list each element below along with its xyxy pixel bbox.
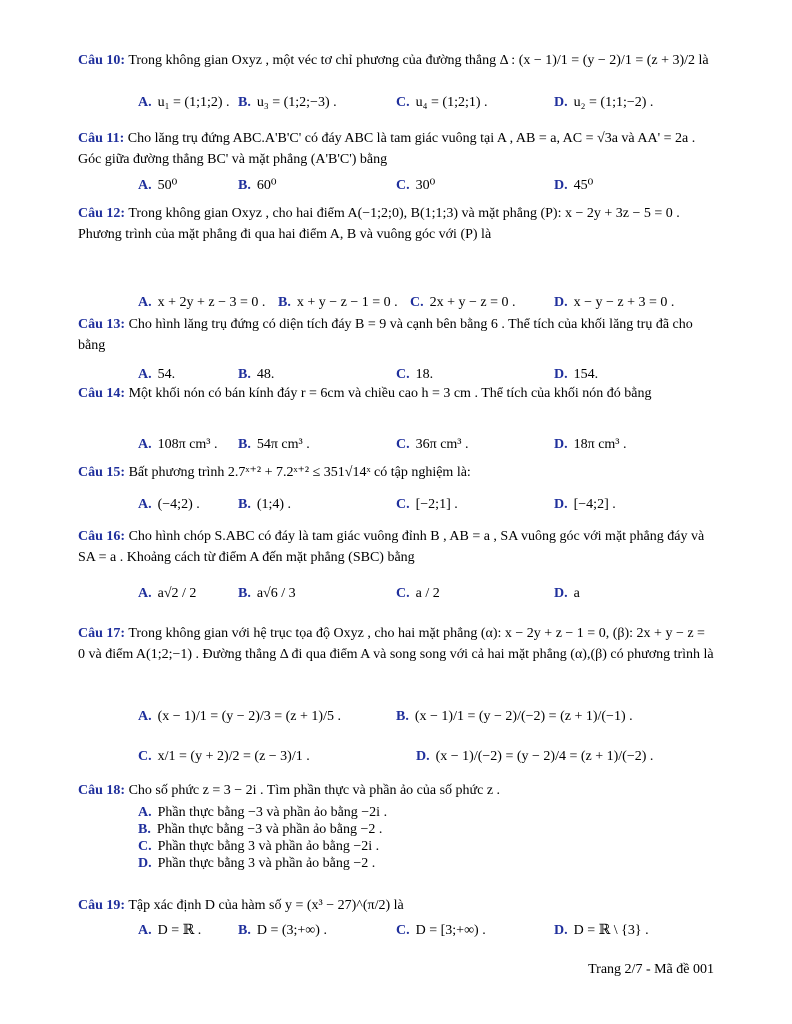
question-text: Một khối nón có bán kính đáy r = 6cm và chiều cao h = 3 cm . Thể tích của khối nón đó bằng bbox=[128, 386, 652, 401]
question-11 bbox=[78, 128, 714, 170]
question-13 bbox=[78, 314, 714, 356]
option-label: D. bbox=[138, 856, 152, 871]
option-a: 50⁰ bbox=[157, 178, 178, 193]
question-14 bbox=[78, 383, 714, 404]
option-label: B. bbox=[238, 923, 251, 938]
option-label: A. bbox=[138, 586, 152, 601]
option-a: (−4;2) . bbox=[157, 497, 200, 512]
option-a bbox=[138, 804, 387, 821]
question-18 bbox=[78, 780, 714, 801]
option-d: 154. bbox=[573, 367, 599, 382]
option-c: 18. bbox=[415, 367, 434, 382]
question-text: Cho lăng trụ đứng ABC.A'B'C' có đáy ABC là tam giác vuông tại A , AB = a, AC = √3a và AA' = 2a . Góc giữa đường thẳng BC' và mặt phẳng (A'B'C') bằng bbox=[78, 131, 696, 167]
option-label: A. bbox=[138, 178, 152, 193]
option-a: (x − 1)/1 = (y − 2)/3 = (z + 1)/5 . bbox=[157, 709, 341, 724]
option-c bbox=[138, 838, 387, 855]
question-number: Câu 11: bbox=[78, 131, 125, 146]
options-row bbox=[138, 494, 718, 516]
option-label: A. bbox=[138, 923, 152, 938]
option-label: B. bbox=[238, 95, 251, 110]
question-number: Câu 17: bbox=[78, 626, 126, 641]
options-row bbox=[138, 92, 718, 114]
question-15 bbox=[78, 462, 714, 483]
option-b bbox=[138, 821, 387, 838]
question-number: Câu 15: bbox=[78, 465, 126, 480]
option-label: A. bbox=[138, 437, 152, 452]
option-d: 18π cm³ . bbox=[573, 437, 627, 452]
question-text: Bất phương trình 2.7ˣ⁺² + 7.2ˣ⁺² ≤ 351√14ˣ có tập nghiệm là: bbox=[128, 465, 471, 480]
option-c: a / 2 bbox=[415, 586, 440, 601]
option-c: D = [3;+∞) . bbox=[415, 923, 486, 938]
option-label: A. bbox=[138, 497, 152, 512]
option-a: D = ℝ . bbox=[157, 923, 202, 938]
question-12 bbox=[78, 203, 714, 245]
question-17 bbox=[78, 623, 714, 665]
question-text: Tập xác định D của hàm số y = (x³ − 27)^(π/2) là bbox=[128, 898, 404, 913]
option-a: 108π cm³ . bbox=[157, 437, 218, 452]
question-10 bbox=[78, 50, 714, 71]
option-label: B. bbox=[396, 709, 409, 724]
option-b: (1;4) . bbox=[256, 497, 292, 512]
options-row bbox=[138, 706, 718, 728]
option-label: A. bbox=[138, 709, 152, 724]
option-a: a√2 / 2 bbox=[157, 586, 197, 601]
option-b: (x − 1)/1 = (y − 2)/(−2) = (z + 1)/(−1) . bbox=[414, 709, 633, 724]
option-d: u₂ = (1;1;−2) . bbox=[573, 95, 654, 110]
option-label: A. bbox=[138, 367, 152, 382]
option-label: B. bbox=[238, 437, 251, 452]
option-d: [−4;2] . bbox=[573, 497, 616, 512]
question-text: Trong không gian Oxyz , cho hai điểm A(−1;2;0), B(1;1;3) và mặt phẳng (P): x − 2y + 3z − 5 = 0 . Phương trình của mặt phẳng đi qua hai điểm A, B và vuông góc với (P) là bbox=[78, 206, 680, 242]
option-text: Phần thực bằng −3 và phần ảo bằng −2i . bbox=[157, 805, 388, 820]
option-label: D. bbox=[554, 178, 568, 193]
option-c: 36π cm³ . bbox=[415, 437, 469, 452]
option-label: D. bbox=[554, 437, 568, 452]
option-label: D. bbox=[554, 95, 568, 110]
option-d: a bbox=[573, 586, 580, 601]
page-footer: Trang 2/7 - Mã đề 001 bbox=[588, 962, 714, 977]
options-row bbox=[138, 920, 718, 942]
option-a: x + 2y + z − 3 = 0 . bbox=[157, 295, 266, 310]
option-label: B. bbox=[238, 497, 251, 512]
option-label: C. bbox=[396, 923, 410, 938]
question-number: Câu 16: bbox=[78, 529, 126, 544]
option-label: C. bbox=[396, 367, 410, 382]
option-d: 45⁰ bbox=[573, 178, 594, 193]
options-row bbox=[138, 175, 718, 197]
option-label: B. bbox=[238, 586, 251, 601]
options-list bbox=[138, 804, 387, 872]
question-number: Câu 13: bbox=[78, 317, 126, 332]
question-number: Câu 18: bbox=[78, 783, 126, 798]
option-c: x/1 = (y + 2)/2 = (z − 3)/1 . bbox=[157, 749, 310, 764]
option-label: D. bbox=[554, 923, 568, 938]
option-c: u₄ = (1;2;1) . bbox=[415, 95, 488, 110]
options-row bbox=[138, 746, 718, 768]
option-text: Phần thực bằng 3 và phần ảo bằng −2i . bbox=[157, 839, 380, 854]
options-row bbox=[138, 583, 718, 605]
option-label: C. bbox=[396, 437, 410, 452]
option-label: D. bbox=[554, 367, 568, 382]
option-b: D = (3;+∞) . bbox=[256, 923, 327, 938]
option-d bbox=[138, 855, 387, 872]
option-a: u₁ = (1;1;2) . bbox=[157, 95, 230, 110]
option-label: B. bbox=[238, 178, 251, 193]
option-a: 54. bbox=[157, 367, 176, 382]
option-label: D. bbox=[554, 295, 568, 310]
option-d: D = ℝ \ {3} . bbox=[573, 923, 649, 938]
option-c: 30⁰ bbox=[415, 178, 436, 193]
question-text: Cho hình chóp S.ABC có đáy là tam giác vuông đỉnh B , AB = a , SA vuông góc với mặt phẳng đáy và SA = a . Khoảng cách từ điểm A đến mặt phẳng (SBC) bằng bbox=[78, 529, 705, 565]
question-16 bbox=[78, 526, 714, 568]
option-c: [−2;1] . bbox=[415, 497, 458, 512]
option-label: C. bbox=[138, 749, 152, 764]
question-number: Câu 14: bbox=[78, 386, 126, 401]
option-b: u₃ = (1;2;−3) . bbox=[256, 95, 337, 110]
option-b: x + y − z − 1 = 0 . bbox=[296, 295, 398, 310]
option-label: B. bbox=[278, 295, 291, 310]
question-text: Cho hình lăng trụ đứng có diện tích đáy B = 9 và cạnh bên bằng 6 . Thể tích của khối lăng trụ đã cho bằng bbox=[78, 317, 693, 353]
option-d: x − y − z + 3 = 0 . bbox=[573, 295, 675, 310]
options-row bbox=[138, 434, 718, 456]
option-label: B. bbox=[238, 367, 251, 382]
option-label: D. bbox=[554, 586, 568, 601]
option-label: C. bbox=[396, 95, 410, 110]
options-row bbox=[138, 292, 718, 314]
option-text: Phần thực bằng −3 và phần ảo bằng −2 . bbox=[156, 822, 383, 837]
option-label: D. bbox=[416, 749, 430, 764]
option-c: 2x + y − z = 0 . bbox=[429, 295, 516, 310]
question-number: Câu 19: bbox=[78, 898, 126, 913]
question-number: Câu 10: bbox=[78, 53, 126, 68]
option-d: (x − 1)/(−2) = (y − 2)/4 = (z + 1)/(−2) . bbox=[435, 749, 654, 764]
question-text: Trong không gian Oxyz , một véc tơ chỉ phương của đường thẳng Δ : (x − 1)/1 = (y − 2)/1 = (z + 3)/2 là bbox=[128, 53, 709, 68]
question-19 bbox=[78, 895, 714, 916]
option-label: A. bbox=[138, 295, 152, 310]
option-text: Phần thực bằng 3 và phần ảo bằng −2 . bbox=[157, 856, 376, 871]
question-text: Trong không gian với hệ trục tọa độ Oxyz , cho hai mặt phẳng (α): x − 2y + z − 1 = 0, (β): 2x + y − z = 0 và điểm A(1;2;−1) . Đường thẳng Δ đi qua điểm A và song song với cả hai mặt phẳng (α),(β) có phương trình là bbox=[78, 626, 714, 662]
option-label: D. bbox=[554, 497, 568, 512]
option-label: A. bbox=[138, 805, 152, 820]
option-b: 60⁰ bbox=[256, 178, 277, 193]
option-label: C. bbox=[396, 178, 410, 193]
option-b: a√6 / 3 bbox=[256, 586, 296, 601]
question-text: Cho số phức z = 3 − 2i . Tìm phần thực và phần ảo của số phức z . bbox=[128, 783, 501, 798]
option-label: B. bbox=[138, 822, 151, 837]
option-label: C. bbox=[410, 295, 424, 310]
option-label: A. bbox=[138, 95, 152, 110]
option-label: C. bbox=[396, 586, 410, 601]
option-b: 54π cm³ . bbox=[256, 437, 310, 452]
option-b: 48. bbox=[256, 367, 275, 382]
option-label: C. bbox=[396, 497, 410, 512]
question-number: Câu 12: bbox=[78, 206, 126, 221]
option-label: C. bbox=[138, 839, 152, 854]
